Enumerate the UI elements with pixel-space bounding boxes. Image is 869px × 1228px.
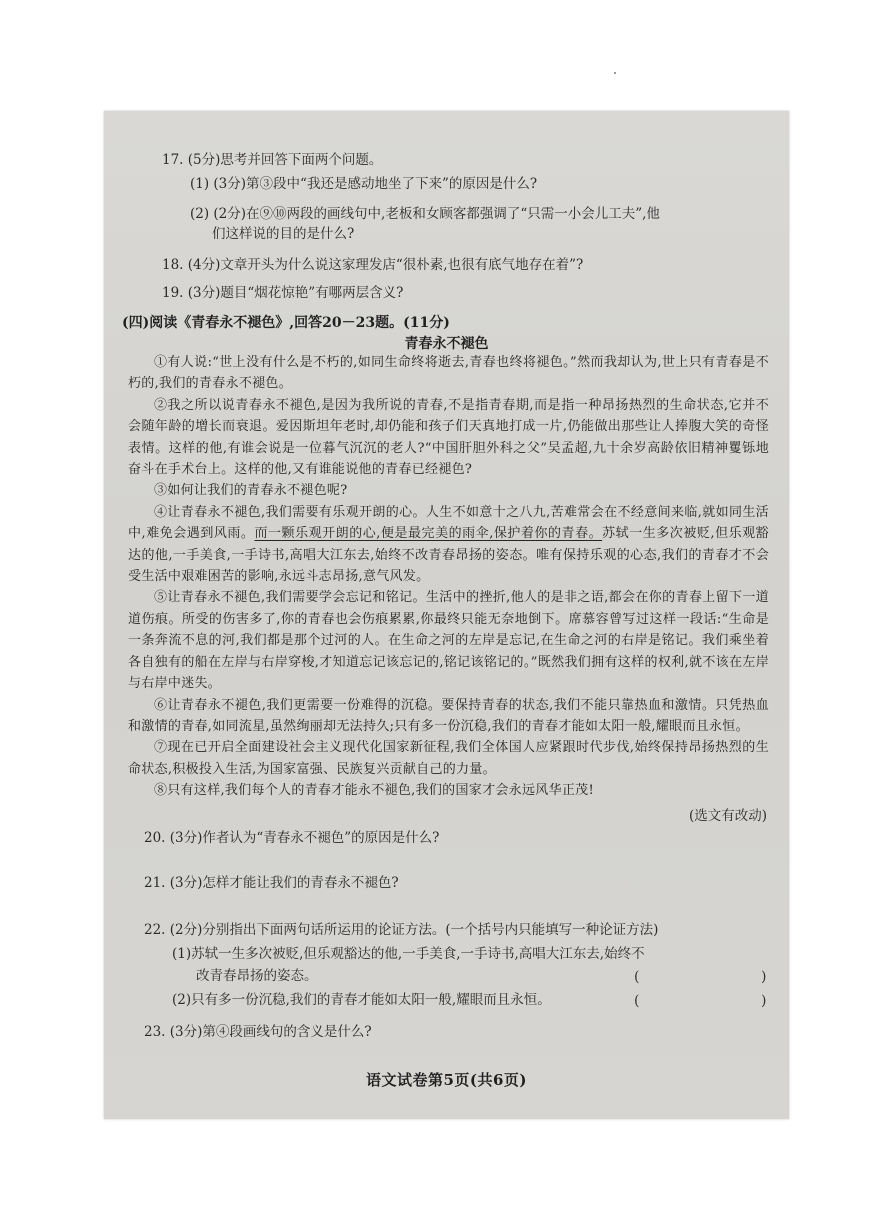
answer-paren-open-2: ( [634, 993, 640, 1009]
question-17-part-1: (1) (3分)第③段中“我还是感动地坐了下来”的原因是什么? [190, 176, 538, 192]
paragraph-8: ⑧只有这样,我们每个人的青春才能永不褪色,我们的国家才会永远风华正茂! [154, 783, 594, 799]
stray-dot [614, 72, 616, 74]
paragraph-4-part-a: ④让青春永不褪色,我们需要有乐观开朗的心。人生不如意十之八九,苦难常会在不经意间来临,就如同生活中,难免会遇到风雨。 [128, 504, 769, 542]
question-19: 19. (3分)题目“烟花惊艳”有哪两层含义? [162, 285, 404, 301]
reading-section-heading: (四)阅读《青春永不褪色》,回答20－23题。(11分) [122, 315, 450, 331]
article-body [128, 352, 769, 802]
question-17-part-2-cont: 们这样说的目的是什么? [212, 226, 355, 242]
question-22: 22. (2分)分别指出下面两句话所运用的论证方法。(一个括号内只能填写一种论证方法) [144, 922, 659, 938]
question-17-part-2: (2) (2分)在⑨⑩两段的画线句中,老板和女顾客都强调了“只需一小会儿工夫”,他 [190, 206, 660, 222]
underlined-sentence: 而一颗乐观开朗的心,便是最完美的雨伞,保护着你的青春。 [254, 526, 603, 542]
paragraph-4-part-b: 苏轼一生多次被贬,但乐观豁达的他,一手美食,一手诗书,高唱大江东去,始终不改青春昂扬的姿态。唯有保持乐观的心态,我们的青春才不会受生活中艰难困苦的影响,永远斗志昂扬,意气风发。 [128, 526, 769, 585]
source-note: (选文有改动) [688, 808, 767, 824]
paragraph-1: ①有人说:“世上没有什么是不朽的,如同生命终将逝去,青春也终将褪色。”然而我却认为,世上只有青春是不朽的,我们的青春永不褪色。 [128, 355, 769, 392]
article-title: 青春永不褪色 [404, 336, 489, 352]
question-20: 20. (3分)作者认为“青春永不褪色”的原因是什么? [144, 830, 440, 846]
paragraph-7: ⑦现在已开启全面建设社会主义现代化国家新征程,我们全体国人应紧跟时代步伐,始终保持昂扬热烈的生命状态,积极投入生活,为国家富强、民族复兴贡献自己的力量。 [128, 740, 769, 777]
paragraph-5: ⑤让青春永不褪色,我们需要学会忘记和铭记。生活中的挫折,他人的是非之语,都会在你的青春上留下一道道伤痕。所受的伤害多了,你的青春也会伤痕累累,你最终只能无奈地倒下。席慕容曾写过这样一段话:“生命是一条奔流不息的河,我们都是那个过河的人。在生命之河的左岸是忘记,在生命之河的右岸是铭记。我们乘坐着各自独有的船在左岸与右岸穿梭,才知道忘记该忘记的,铭记该铭记的。”既然我们拥有这样的权利,就不该在左岸与右岸中迷失。 [128, 590, 769, 692]
answer-paren-open-1: ( [634, 969, 640, 985]
page-footer: 语文试卷第5页(共6页) [365, 1071, 528, 1089]
question-22-item-1: (1)苏轼一生多次被贬,但乐观豁达的他,一手美食,一手诗书,高唱大江东去,始终不 [172, 946, 645, 962]
question-22-item-1-cont: 改青春昂扬的姿态。 [196, 968, 318, 984]
question-18: 18. (4分)文章开头为什么说这家理发店“很朴素,也很有底气地存在着”? [162, 257, 584, 273]
paragraph-6: ⑥让青春永不褪色,我们更需要一份难得的沉稳。要保持青春的状态,我们不能只靠热血和激情。只凭热血和激情的青春,如同流星,虽然绚丽却无法持久;只有多一份沉稳,我们的青春才能如太阳一般,耀眼而且永恒。 [128, 697, 769, 734]
question-22-item-2: (2)只有多一份沉稳,我们的青春才能如太阳一般,耀眼而且永恒。 [172, 992, 551, 1008]
question-21: 21. (3分)怎样才能让我们的青春永不褪色? [144, 875, 399, 891]
exam-page-photo [104, 111, 789, 1119]
paragraph-4 [128, 502, 769, 588]
paragraph-3: ③如何让我们的青春永不褪色呢? [154, 483, 348, 499]
answer-paren-close-1: ) [761, 969, 767, 985]
paragraph-2: ②我之所以说青春永不褪色,是因为我所说的青春,不是指青春期,而是指一种昂扬热烈的生命状态,它并不会随年龄的增长而衰退。爱因斯坦年老时,却仍能和孩子们天真地打成一片,仍能做出那些让人捧腹大笑的奇怪表情。这样的他,有谁会说是一位暮气沉沉的老人?“中国肝胆外科之父”吴孟超,九十余岁高龄依旧精神矍铄地奋斗在手术台上。这样的他,又有谁能说他的青春已经褪色? [128, 397, 769, 478]
answer-paren-close-2: ) [761, 993, 767, 1009]
question-17: 17. (5分)思考并回答下面两个问题。 [162, 152, 383, 168]
question-23: 23. (3分)第④段画线句的含义是什么? [144, 1024, 372, 1040]
